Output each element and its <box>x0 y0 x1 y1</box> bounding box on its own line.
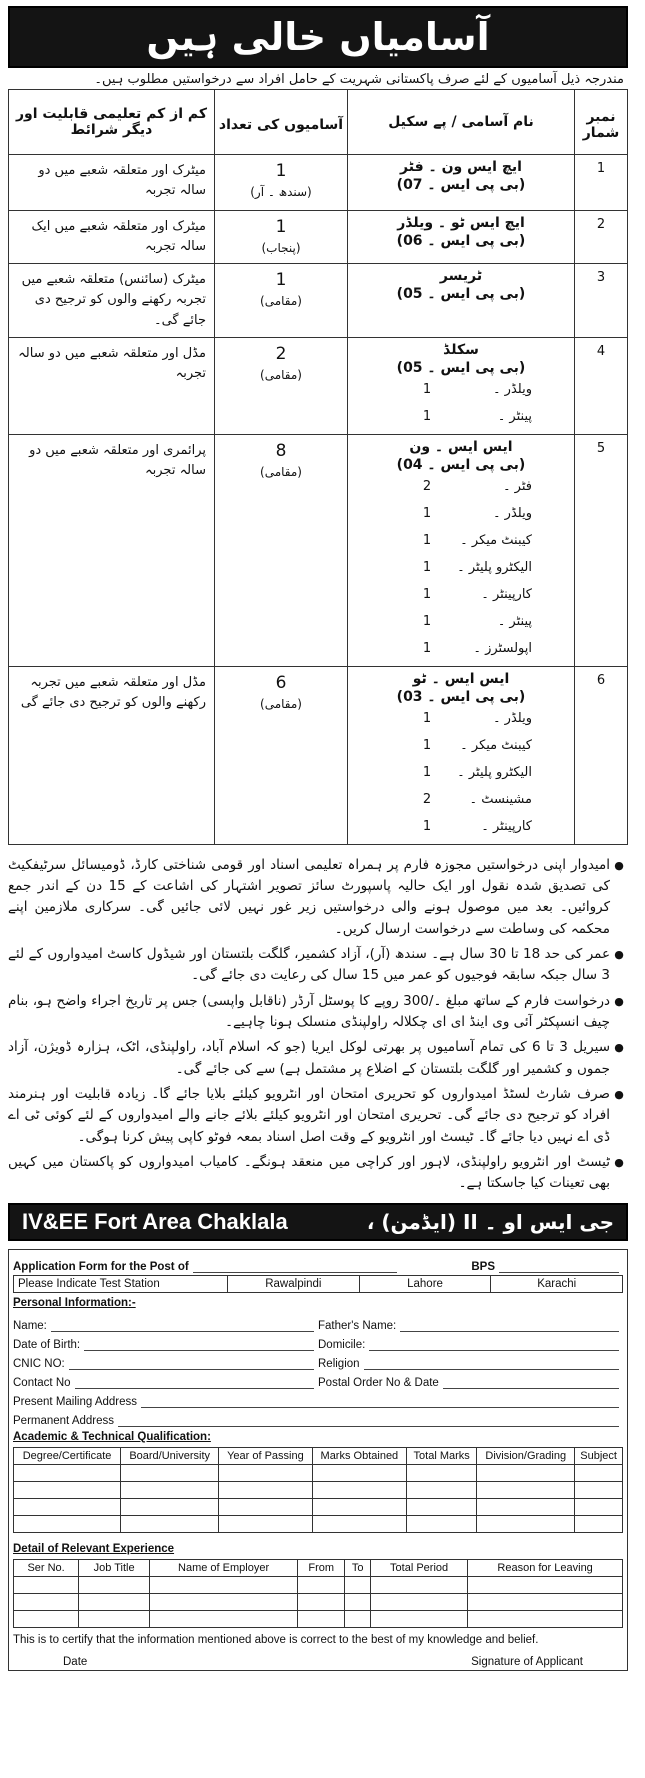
table-cell[interactable] <box>370 1610 467 1627</box>
advertisement <box>8 6 628 1671</box>
post-name: ایس ایس ۔ ٹو <box>412 670 510 687</box>
table-cell[interactable] <box>468 1593 623 1610</box>
trade-name: مشینسٹ ۔ <box>469 791 532 807</box>
certification-text: This is to certify that the information mentioned above is correct to the best of my knowledge and belief. <box>13 1633 539 1646</box>
note-text: امیدوار اپنی درخواستیں مجوزہ فارم پر ہمراہ تعلیمی اسناد اور قومی شناختی کارڈ، ڈومیسائل سرٹیفکیٹ کی تصدیق شدہ نقول اور ایک حالیہ پاسپورٹ سائز تصویر اشتہار کی اشاعت کے 15 دن کے اندر جمع کروائیں۔ بعد میں موصول ہونے والی درخواستیں زیر غور نہیں لائی جائیں گی۔ سرکاری ملازمین اپنے محکمہ کی وساطت سے درخواست ارسال کریں۔ <box>8 856 610 937</box>
column-header: Job Title <box>79 1559 150 1576</box>
notes-list <box>8 855 628 1195</box>
column-header: From <box>298 1559 345 1576</box>
note-text: عمر کی حد 18 تا 30 سال ہے۔ سندھ (آر)، آزاد کشمیر، گلگت بلتستان اور شیڈول کاسٹ امیدواروں کے لئے 3 سال جبکہ سابقہ فوجیوں کو عمر میں 15 سال کی رعایت دی جائے گی۔ <box>8 946 611 984</box>
date-label: Date <box>63 1655 88 1668</box>
trade-count: 1 <box>422 818 432 834</box>
note-item <box>8 944 628 987</box>
column-header: Year of Passing <box>219 1447 312 1464</box>
academic-row <box>14 1515 623 1532</box>
serial-number: 2 <box>575 211 628 264</box>
serial-number: 1 <box>575 155 628 211</box>
trade-name: الیکٹرو پلیٹر ۔ <box>457 764 532 780</box>
father-name-label: Father's Name: <box>318 1319 397 1332</box>
quota-area: (پنجاب) <box>261 241 301 255</box>
form-title: Application Form for the Post of <box>13 1260 189 1273</box>
trade-name: پینٹر ۔ <box>497 408 532 424</box>
post-cell <box>348 264 575 337</box>
trade-count: 1 <box>422 710 432 726</box>
religion-label: Religion <box>318 1357 360 1370</box>
column-header: Name of Employer <box>150 1559 298 1576</box>
mailing-address-label: Present Mailing Address <box>13 1395 138 1408</box>
trade-name: کارپینٹر ۔ <box>481 586 532 602</box>
note-text: صرف شارٹ لسٹڈ امیدواروں کو تحریری امتحان اور انٹرویو کیلئے بلایا جائے گا۔ زیادہ قابلیت اور ہنرمند افراد کو ترجیح دی جائے گی۔ تحریری امتحان اور انٹرویو کیلئے بلائے جانے والے امیدواروں کے لئے کوئی ٹی اے ڈی اے نہیں دیا جائے گا۔ ٹیسٹ اور انٹرویو کے وقت اصل اسناد بمعہ فوٹو کاپی پیش کرنا ہوگی۔ <box>8 1085 610 1145</box>
table-cell[interactable] <box>14 1610 79 1627</box>
table-cell[interactable] <box>407 1481 477 1498</box>
trade-name: الیکٹرو پلیٹر ۔ <box>457 559 532 575</box>
bullet-icon: ● <box>614 994 624 1008</box>
bullet-icon: ● <box>614 858 624 872</box>
banner-title: آسامیاں خالی ہیں <box>8 6 628 68</box>
table-cell[interactable] <box>312 1481 407 1498</box>
vacancy-table <box>8 89 628 845</box>
trade-count: 2 <box>422 791 432 807</box>
quota-area: (سندھ ۔ آر) <box>250 185 312 199</box>
table-cell[interactable] <box>575 1515 623 1532</box>
trade-count: 2 <box>422 478 432 494</box>
column-header: Total Period <box>370 1559 467 1576</box>
trade-item <box>356 635 566 662</box>
post-field[interactable] <box>193 1260 398 1273</box>
trade-count: 1 <box>422 408 432 424</box>
dob-field[interactable] <box>84 1338 314 1351</box>
table-cell[interactable] <box>219 1498 312 1515</box>
trade-item <box>356 813 566 840</box>
vacancy-count: 1 <box>275 217 287 237</box>
cnic-label: CNIC NO: <box>13 1357 65 1370</box>
trade-item <box>356 403 566 430</box>
trade-item <box>356 527 566 554</box>
trade-item <box>356 500 566 527</box>
table-cell[interactable] <box>14 1498 121 1515</box>
trade-name: کیبنٹ میکر ۔ <box>460 532 532 548</box>
table-cell[interactable] <box>407 1515 477 1532</box>
column-header: To <box>345 1559 371 1576</box>
table-row <box>9 434 628 666</box>
experience-row <box>14 1593 623 1610</box>
trade-count: 1 <box>422 559 432 575</box>
name-field[interactable] <box>51 1319 314 1332</box>
trade-name: کیبنٹ میکر ۔ <box>460 737 532 753</box>
table-cell[interactable] <box>477 1481 575 1498</box>
trade-name: فٹر ۔ <box>502 478 532 494</box>
academic-title: Academic & Technical Qualification: <box>13 1430 211 1443</box>
trade-item <box>356 581 566 608</box>
table-cell[interactable] <box>79 1576 150 1593</box>
header-serial: نمبر شمار <box>575 90 628 155</box>
table-cell[interactable] <box>477 1515 575 1532</box>
qualification: مڈل اور متعلقہ شعبے میں دو سالہ تجربہ <box>9 337 215 434</box>
qualification: مڈل اور متعلقہ شعبے میں تجربہ رکھنے والوں کو ترجیح دی جائے گی <box>9 666 215 844</box>
serial-number: 6 <box>575 666 628 844</box>
table-cell[interactable] <box>575 1481 623 1498</box>
trade-count: 1 <box>422 586 432 602</box>
note-text: سیریل 3 تا 6 کی تمام آسامیوں پر بھرتی لوکل ایریا (جو کہ اسلام آباد، راولپنڈی، اٹک، ہزارہ ڈویژن، آزاد جموں و کشمیر اور گلگت بلتستان کے اضلاع پر مشتمل ہے) سے کی جائے گی۔ <box>8 1039 611 1077</box>
trade-name: ویلڈر ۔ <box>492 381 532 397</box>
table-cell[interactable] <box>219 1481 312 1498</box>
cnic-field[interactable] <box>69 1357 314 1370</box>
table-cell[interactable] <box>298 1576 345 1593</box>
table-cell[interactable] <box>468 1610 623 1627</box>
table-row <box>9 666 628 844</box>
footer-bar <box>8 1203 628 1241</box>
note-item <box>8 991 628 1034</box>
mailing-address-field[interactable] <box>141 1395 619 1408</box>
trade-name: اپولسٹرز ۔ <box>473 640 532 656</box>
table-cell[interactable] <box>345 1610 371 1627</box>
postal-order-label: Postal Order No & Date <box>318 1376 439 1389</box>
quota-area: (مقامی) <box>260 696 302 711</box>
station-karachi[interactable]: Karachi <box>490 1276 622 1292</box>
trade-item <box>356 786 566 813</box>
trade-item <box>356 705 566 732</box>
post-name: ایس ایس ۔ ون <box>409 438 513 455</box>
table-row <box>9 264 628 337</box>
table-row <box>9 155 628 211</box>
trade-item <box>356 554 566 581</box>
footer-address: IV&EE Fort Area Chaklala <box>22 1208 288 1234</box>
table-cell[interactable] <box>477 1464 575 1481</box>
column-header: Degree/Certificate <box>14 1447 121 1464</box>
trade-count: 1 <box>422 613 432 629</box>
station-lahore[interactable]: Lahore <box>359 1276 491 1292</box>
vacancy-count: 1 <box>275 161 287 181</box>
post-name: ٹریسر <box>439 268 483 285</box>
trade-item <box>356 732 566 759</box>
serial-number: 3 <box>575 264 628 337</box>
intro-text: مندرجہ ذیل آسامیوں کے لئے صرف پاکستانی شہریت کے حامل افراد سے درخواستیں مطلوب ہیں۔ <box>94 72 624 87</box>
column-header: Marks Obtained <box>312 1447 407 1464</box>
pay-scale: (بی پی ایس ۔ 04) <box>396 456 526 473</box>
table-cell[interactable] <box>121 1481 219 1498</box>
table-cell[interactable] <box>14 1464 121 1481</box>
header-post: نام آسامی / پے سکیل <box>348 90 575 155</box>
trade-item <box>356 473 566 500</box>
note-item <box>8 855 628 940</box>
table-cell[interactable] <box>14 1481 121 1498</box>
vacancy-count-cell <box>215 211 348 264</box>
father-name-field[interactable] <box>400 1319 619 1332</box>
trade-name: ویلڈر ۔ <box>492 710 532 726</box>
bullet-icon: ● <box>614 1041 624 1055</box>
table-row <box>9 211 628 264</box>
vacancy-count-cell <box>215 155 348 211</box>
vacancy-count: 6 <box>275 672 287 693</box>
experience-title: Detail of Relevant Experience <box>13 1542 175 1555</box>
trade-name: کارپینٹر ۔ <box>481 818 532 834</box>
post-cell <box>348 666 575 844</box>
experience-row <box>14 1576 623 1593</box>
post-cell <box>348 434 575 666</box>
quota-area: (مقامی) <box>260 464 302 479</box>
post-cell <box>348 211 575 264</box>
qualification: میٹرک اور متعلقہ شعبے میں ایک سالہ تجربہ <box>9 211 215 264</box>
column-header: Subject <box>575 1447 623 1464</box>
trade-name: ویلڈر ۔ <box>492 505 532 521</box>
vacancy-count-cell <box>215 264 348 337</box>
footer-office: جی ایس او ۔ II (ایڈمن) ، <box>366 1209 614 1234</box>
pay-scale: (بی پی ایس ۔ 05) <box>396 286 526 303</box>
qualification: میٹرک (سائنس) متعلقہ شعبے میں تجربہ رکھنے والوں کو ترجیح دی جائے گی۔ <box>9 264 215 337</box>
table-cell[interactable] <box>407 1464 477 1481</box>
post-name: سکلڈ <box>443 341 479 358</box>
note-item <box>8 1037 628 1080</box>
header-count: آسامیوں کی تعداد <box>215 90 348 155</box>
table-cell[interactable] <box>219 1464 312 1481</box>
vacancy-count-cell <box>215 434 348 666</box>
trade-item <box>356 376 566 403</box>
postal-order-field[interactable] <box>443 1376 619 1389</box>
note-text: درخواست فارم کے ساتھ مبلغ ۔/300 روپے کا پوسٹل آرڈر (ناقابل واپسی) جس پر تاریخ اجراء واضح ہو، بنام چیف انسپکٹر آئی وی اینڈ ای ای چکلالہ راولپنڈی منسلک ہونا چاہیے۔ <box>8 992 610 1030</box>
table-cell[interactable] <box>407 1498 477 1515</box>
pay-scale: (بی پی ایس ۔ 07) <box>396 177 526 193</box>
table-cell[interactable] <box>219 1515 312 1532</box>
post-name: ایچ ایس ون ۔ فٹر <box>400 159 522 175</box>
table-cell[interactable] <box>477 1498 575 1515</box>
table-cell[interactable] <box>298 1593 345 1610</box>
table-cell[interactable] <box>14 1515 121 1532</box>
trade-item <box>356 608 566 635</box>
table-cell[interactable] <box>150 1593 298 1610</box>
vacancy-count-cell <box>215 666 348 844</box>
experience-table <box>13 1559 623 1628</box>
qualification: پرائمری اور متعلقہ شعبے میں دو سالہ تجربہ <box>9 434 215 666</box>
table-cell[interactable] <box>79 1593 150 1610</box>
quota-area: (مقامی) <box>260 367 302 382</box>
trade-count: 1 <box>422 505 432 521</box>
table-cell[interactable] <box>121 1464 219 1481</box>
application-form <box>8 1249 628 1671</box>
table-cell[interactable] <box>312 1464 407 1481</box>
table-cell[interactable] <box>575 1498 623 1515</box>
post-cell <box>348 155 575 211</box>
bps-label: BPS <box>471 1260 495 1273</box>
academic-table <box>13 1447 623 1533</box>
pay-scale: (بی پی ایس ۔ 06) <box>396 233 526 249</box>
table-cell[interactable] <box>14 1576 79 1593</box>
domicile-field[interactable] <box>369 1338 619 1351</box>
test-station-row <box>13 1275 623 1293</box>
table-cell[interactable] <box>312 1498 407 1515</box>
test-station-label: Please Indicate Test Station <box>18 1277 160 1290</box>
table-cell[interactable] <box>370 1576 467 1593</box>
bullet-icon: ● <box>614 1087 624 1101</box>
note-item <box>8 1084 628 1148</box>
contact-field[interactable] <box>75 1376 314 1389</box>
table-cell[interactable] <box>14 1593 79 1610</box>
table-cell[interactable] <box>150 1576 298 1593</box>
contact-label: Contact No <box>13 1376 71 1389</box>
column-header: Total Marks <box>407 1447 477 1464</box>
bps-field[interactable] <box>499 1260 619 1273</box>
bullet-icon: ● <box>614 948 624 962</box>
religion-field[interactable] <box>364 1357 619 1370</box>
table-cell[interactable] <box>79 1610 150 1627</box>
pay-scale: (بی پی ایس ۔ 03) <box>396 688 526 705</box>
header-qualification: کم از کم تعلیمی قابلیت اور دیگر شرائط <box>9 90 215 155</box>
table-cell[interactable] <box>150 1610 298 1627</box>
trade-count: 1 <box>422 764 432 780</box>
serial-number: 4 <box>575 337 628 434</box>
trade-count: 1 <box>422 737 432 753</box>
station-rawalpindi[interactable]: Rawalpindi <box>227 1276 359 1292</box>
domicile-label: Domicile: <box>318 1338 366 1351</box>
trade-count: 1 <box>422 381 432 397</box>
note-item <box>8 1152 628 1195</box>
academic-row <box>14 1481 623 1498</box>
table-cell[interactable] <box>121 1498 219 1515</box>
quota-area: (مقامی) <box>260 294 302 309</box>
qualification: میٹرک اور متعلقہ شعبے میں دو سالہ تجربہ <box>9 155 215 211</box>
vacancy-count: 8 <box>275 440 287 461</box>
pay-scale: (بی پی ایس ۔ 05) <box>396 359 526 376</box>
permanent-address-label: Permanent Address <box>13 1414 115 1427</box>
vacancy-count: 1 <box>275 270 287 291</box>
serial-number: 5 <box>575 434 628 666</box>
bullet-icon: ● <box>614 1155 624 1169</box>
personal-info-title: Personal Information:- <box>13 1296 136 1309</box>
post-name: ایچ ایس ٹو ۔ ویلڈر <box>397 215 525 231</box>
post-cell <box>348 337 575 434</box>
academic-row <box>14 1464 623 1481</box>
table-cell[interactable] <box>468 1576 623 1593</box>
table-cell[interactable] <box>345 1593 371 1610</box>
academic-row <box>14 1498 623 1515</box>
trade-count: 1 <box>422 532 432 548</box>
table-row <box>9 337 628 434</box>
column-header: Division/Grading <box>477 1447 575 1464</box>
table-cell[interactable] <box>298 1610 345 1627</box>
signature-label: Signature of Applicant <box>471 1655 583 1668</box>
permanent-address-field[interactable] <box>118 1414 619 1427</box>
table-cell[interactable] <box>370 1593 467 1610</box>
vacancy-count: 2 <box>275 343 287 364</box>
table-cell[interactable] <box>575 1464 623 1481</box>
table-cell[interactable] <box>121 1515 219 1532</box>
column-header: Ser No. <box>14 1559 79 1576</box>
table-cell[interactable] <box>345 1576 371 1593</box>
dob-label: Date of Birth: <box>13 1338 81 1351</box>
name-label: Name: <box>13 1319 47 1332</box>
vacancy-count-cell <box>215 337 348 434</box>
column-header: Reason for Leaving <box>468 1559 623 1576</box>
table-cell[interactable] <box>312 1515 407 1532</box>
trade-item <box>356 759 566 786</box>
column-header: Board/University <box>121 1447 219 1464</box>
trade-count: 1 <box>422 640 432 656</box>
trade-name: پینٹر ۔ <box>497 613 532 629</box>
experience-row <box>14 1610 623 1627</box>
note-text: ٹیسٹ اور انٹرویو راولپنڈی، لاہور اور کراچی میں منعقد ہونگے۔ کامیاب امیدواروں کو پاکستان میں کہیں بھی تعینات کیا جاسکتا ہے۔ <box>8 1153 610 1192</box>
